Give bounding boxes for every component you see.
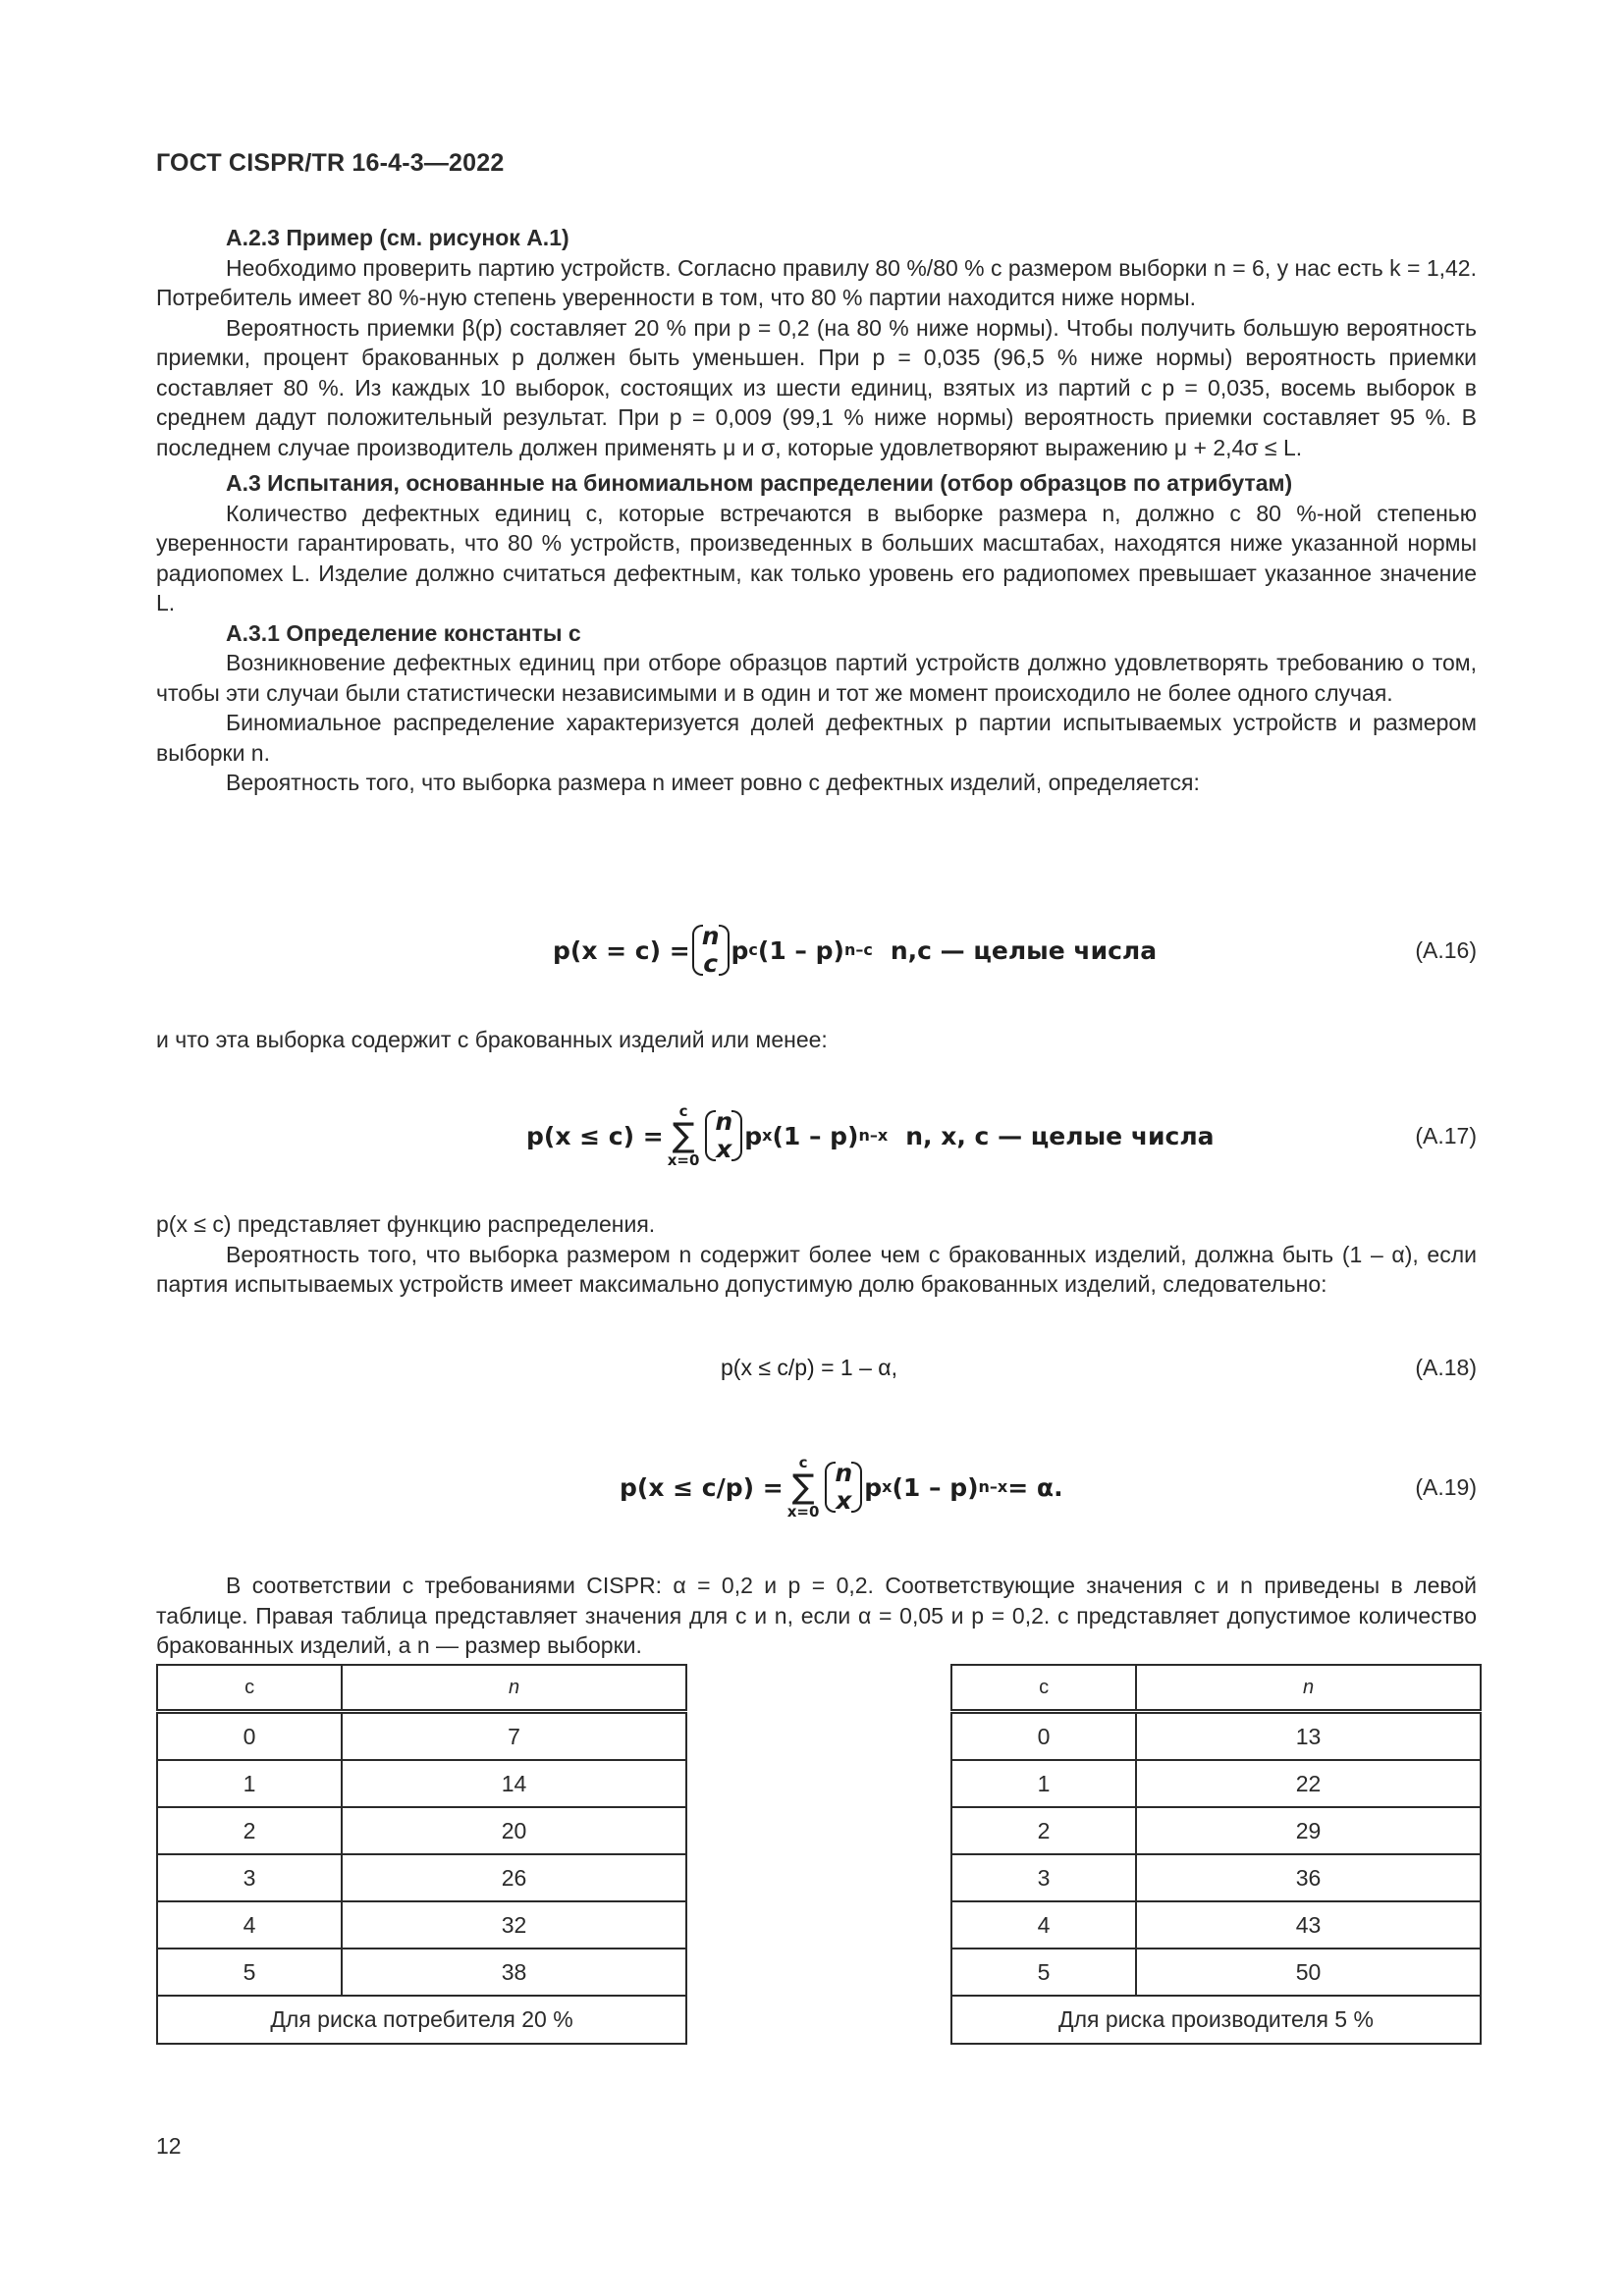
table-header-row [951,1665,1481,1712]
paragraph: Количество дефектных единиц c, которые встречаются в выборке размера n, должно с 80 %-ной степенью уверенности гарантировать, что 80 % устройств, произведенных в больших масштабах, находятся ниже указанной нормы радиопомех L. Изделие должно считаться дефектным, как только уровень его радиопомех превышает указанное значение L. [156,500,1477,615]
paragraph: Вероятность того, что выборка размера n имеет ровно c дефектных изделий, определяется: [226,770,1200,795]
text-block-a17-a18 [156,1209,1477,1300]
document-header: ГОСТ CISPR/TR 16-4-3—2022 [156,149,505,177]
table-row: 4 43 [951,1901,1481,1949]
binomial-coefficient: n x [825,1460,862,1515]
table-row: 5 50 [951,1949,1481,1996]
paragraph: Необходимо проверить партию устройств. Согласно правилу 80 %/80 % с размером выборки n = 6, у нас есть k = 1,42. Потребитель имеет 80 %-ную степень уверенности в том, что 80 % партии находится ниже нормы. [156,254,1477,310]
paragraph: Биномиальное распределение характеризуется долей дефектных p партии испытываемых устройств и размером выборки n. [156,710,1477,766]
table-footer-row [157,1996,686,2044]
formula-a17-expression: p(x ≤ c) = c ∑ x=0 n x p x (1 – p) n–x n, x, c — целые числа [526,1102,1215,1169]
equation-number: (А.16) [1415,936,1477,963]
page-number: 12 [156,2133,182,2159]
paragraph: p(x ≤ c) представляет функцию распределения. [156,1211,656,1237]
column-header-n: n [342,1665,686,1712]
table-producer-risk [950,1664,1482,2045]
summation-sign: c ∑ x=0 [667,1102,700,1169]
column-header-n: n [1136,1665,1481,1712]
table-row: 3 26 [157,1854,686,1901]
table-row: 2 20 [157,1807,686,1854]
paragraph: В соответствии с требованиями CISPR: α = 0,2 и p = 0,2. Соответствующие значения c и n приведены в левой таблице. Правая таблица представляет значения для c и n, если α = 0,05 и p = 0,2. c представляет допустимое количество бракованных изделий, а n — размер выборки. [156,1573,1477,1658]
heading-a31: А.3.1 Определение константы c [226,619,581,646]
column-header-c: c [157,1665,342,1712]
text-block-cispr [156,1571,1477,1661]
paragraph: Возникновение дефектных единиц при отборе образцов партий устройств должно удовлетворять требованию о том, чтобы эти случаи были статистически независимыми и в один и тот же момент происходило не более одного случая. [156,650,1477,706]
formula-a17 [156,1092,1477,1180]
table-footer-row [951,1996,1481,2044]
table-row: 2 29 [951,1807,1481,1854]
formula-a16 [156,911,1477,989]
formula-a18 [156,1343,1477,1392]
heading-a23: А.2.3 Пример (см. рисунок А.1) [226,225,569,250]
equation-number: (А.18) [1415,1354,1477,1380]
formula-a19-expression: p(x ≤ c/p) = c ∑ x=0 n x p x (1 – p) n–x = α. [620,1454,1063,1521]
equation-number: (А.17) [1415,1122,1477,1148]
table-row: 5 38 [157,1949,686,1996]
table-row: 4 32 [157,1901,686,1949]
paragraph: и что эта выборка содержит c бракованных изделий или менее: [156,1027,828,1052]
binomial-coefficient: n c [692,923,730,978]
summation-sign: c ∑ x=0 [786,1454,820,1521]
paragraph: Вероятность приемки β(p) составляет 20 % при p = 0,2 (на 80 % ниже нормы). Чтобы получить большую вероятность приемки, процент бракованных p должен быть уменьшен. При p = 0,035 (96,5 % ниже нормы) вероятность приемки составляет 80 %. Из каждых 10 выборок, состоящих из шести единиц, взятых из партий с p = 0,035, восемь выборок в среднем дадут положительный результат. При p = 0,009 (99,1 % ниже нормы) вероятность приемки составляет 95 %. В последнем случае производитель должен применять μ и σ, которые удовлетворяют выражению μ + 2,4σ ≤ L. [156,314,1477,460]
formula-a18-expression: p(x ≤ c/p) = 1 – α, [721,1354,897,1380]
table-consumer-risk [156,1664,687,2045]
table-row: 1 14 [157,1760,686,1807]
text-block-lead-a17 [156,1025,1477,1055]
table-row: 3 36 [951,1854,1481,1901]
table-footer: Для риска производителя 5 % [951,1996,1481,2044]
equation-number: (А.19) [1415,1473,1477,1500]
paragraph: Вероятность того, что выборка размером n содержит более чем c бракованных изделий, должна быть (1 – α), если партия испытываемых устройств имеет максимально допустимую долю бракованных изделий, следовательно: [156,1241,1477,1297]
column-header-c: c [951,1665,1136,1712]
formula-a16-expression: p(x = c) = n c p c (1 – p) n–c n,c — целые числа [553,922,1158,978]
table-row: 0 7 [157,1712,686,1761]
table-footer: Для риска потребителя 20 % [157,1996,686,2044]
table-row: 1 22 [951,1760,1481,1807]
heading-a3: А.3 Испытания, основанные на биномиальном распределении (отбор образцов по атрибутам) [226,470,1293,496]
formula-a19 [156,1443,1477,1531]
text-block-a23 [156,223,1477,798]
table-row: 0 13 [951,1712,1481,1761]
table-header-row [157,1665,686,1712]
binomial-coefficient: n x [705,1108,742,1163]
